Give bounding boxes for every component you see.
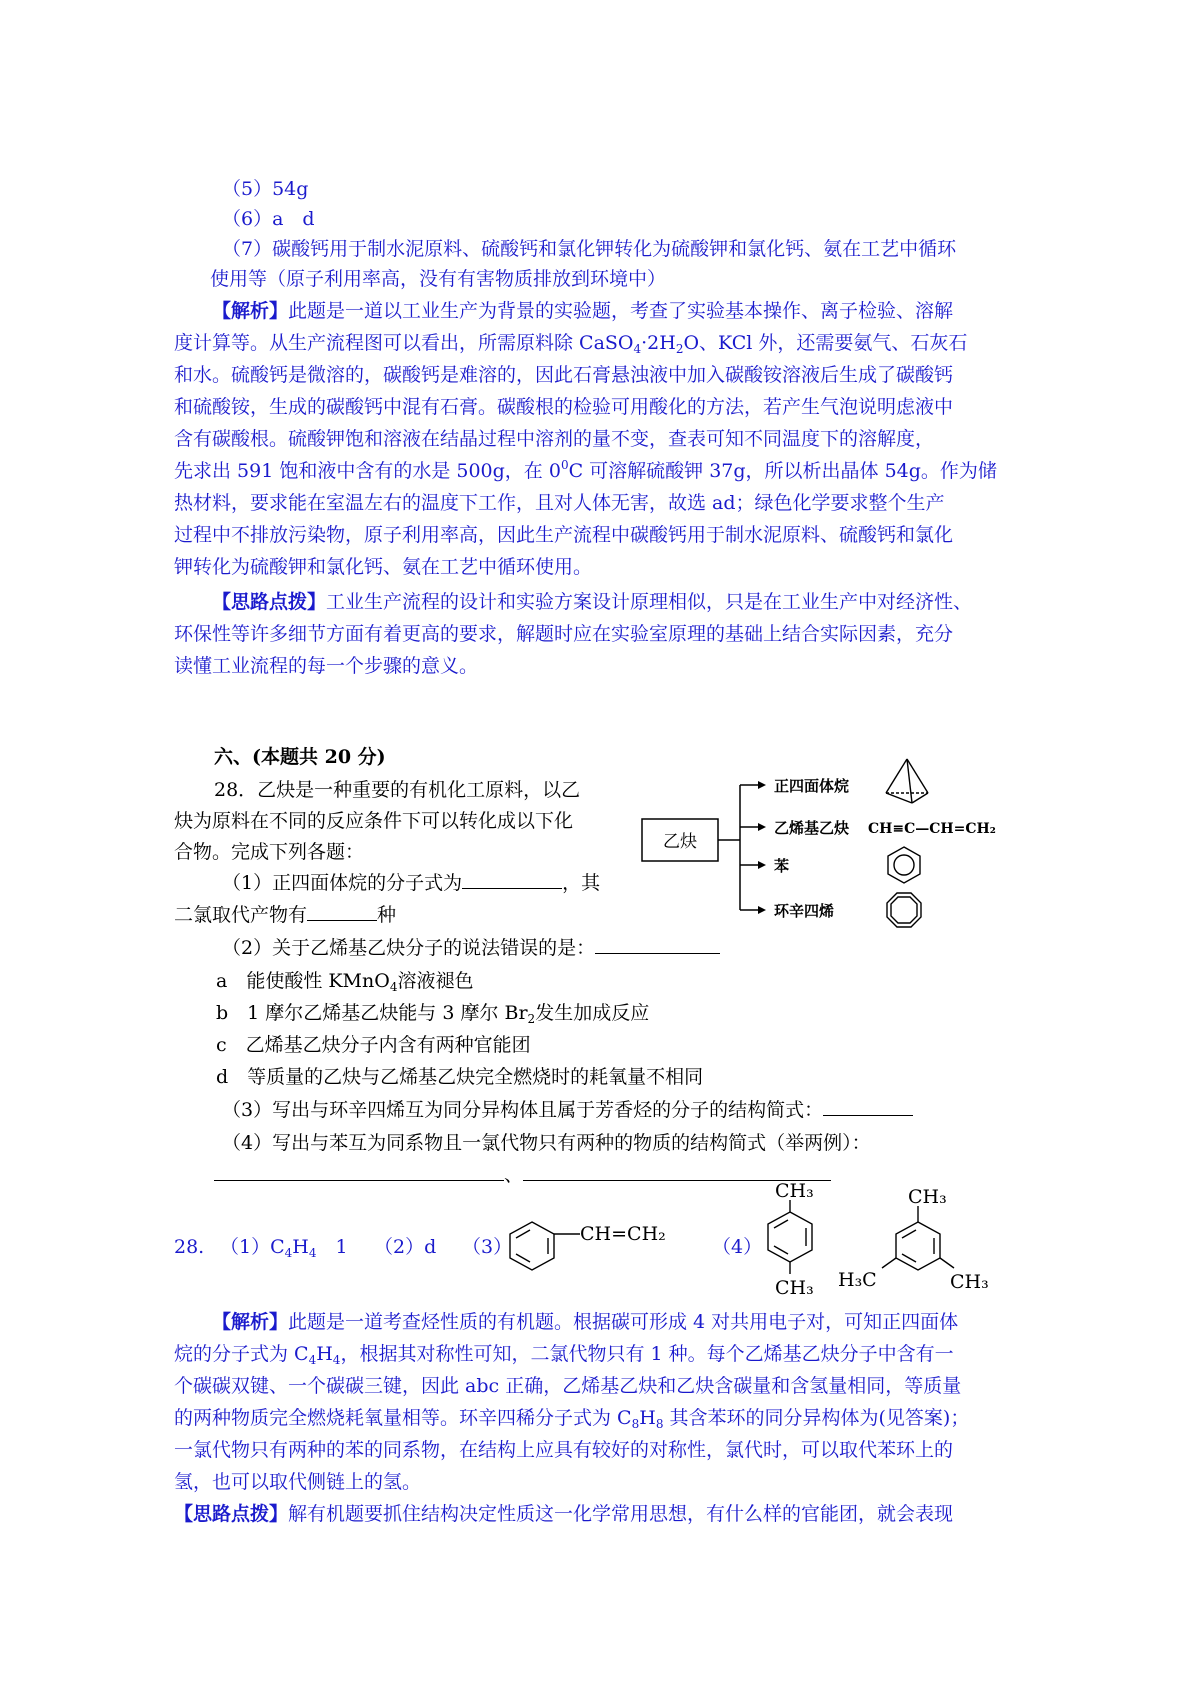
analysis2-line3: 个碳碳双键、一个碳碳三键，因此 abc 正确，乙烯基乙炔和乙炔含碳量和含氢量相同，等质量 <box>174 1375 962 1397</box>
answer-5: （5）54g <box>222 178 309 200</box>
question-2: （2）关于乙烯基乙炔分子的说法错误的是： <box>222 933 720 963</box>
question-3: （3）写出与环辛四烯互为同分异构体且属于芳香烃的分子的结构简式： <box>222 1095 913 1125</box>
product-vinylacetylene: 乙烯基乙炔 <box>774 819 850 837</box>
tetrahedrane-structure <box>886 759 928 803</box>
question-4: （4）写出与苯互为同系物且一氯代物只有两种的物质的结构简式（举两例）： <box>222 1132 871 1154</box>
question-line1: 28．乙炔是一种重要的有机化工原料，以乙 <box>214 779 581 801</box>
question-line3: 合物。完成下列各题： <box>174 841 365 863</box>
analysis1-line9: 钾转化为硫酸钾和氯化钙、氨在工艺中循环使用。 <box>174 556 593 578</box>
answer28-part2: （2）d <box>374 1236 437 1258</box>
analysis2-line6: 氢，也可以取代侧链上的氢。 <box>174 1471 422 1493</box>
acetylene-reaction-diagram <box>640 755 996 955</box>
option-c: c 乙烯基乙炔分子内含有两种官能团 <box>216 1034 531 1056</box>
ch3-top: CH₃ <box>908 1186 947 1208</box>
analysis2-line4: 的两种物质完全燃烧耗氧量相等。环辛四稀分子式为 $C_8H_8$ 其含苯环的同分异构体为(见答案)； <box>174 1407 970 1431</box>
vinylacetylene-formula: CH≡C—CH=CH₂ <box>868 821 996 837</box>
analysis1-line7: 热材料，要求能在室温左右的温度下工作，且对人体无害，故选 ad；绿色化学要求整个生产 <box>174 492 945 514</box>
arrow-3 <box>740 861 766 869</box>
styrene-vinyl-label: CH=CH₂ <box>580 1223 666 1245</box>
p-xylene-structure <box>750 1178 840 1298</box>
analysis1-line6: 先求出 591 饱和液中含有的水是 500g，在 $0^0C$ 可溶解硫酸钾 37g，所以析出晶体 54g。作为储 <box>174 458 997 482</box>
analysis-tag: 【解析】 <box>212 300 289 322</box>
tips1-line1: 【思路点拨】工业生产流程的设计和实验方案设计原理相似，只是在工业生产中对经济性、 <box>212 591 973 613</box>
styrene-structure <box>500 1210 670 1280</box>
answer28-number: 28. <box>174 1236 205 1258</box>
analysis1-line8: 过程中不排放污染物，原子利用率高，因此生产流程中碳酸钙用于制水泥原料、硫酸钙和氯化 <box>174 524 954 546</box>
option-d: d 等质量的乙炔与乙烯基乙炔完全燃烧时的耗氧量不相同 <box>216 1066 704 1088</box>
analysis1-line4: 和硫酸铵，生成的碳酸钙中混有石膏。碳酸根的检验可用酸化的方法，若产生气泡说明虑液中 <box>174 396 954 418</box>
analysis1-line1: 【解析】此题是一道以工业生产为背景的实验题，考查了实验基本操作、离子检验、溶解 <box>212 300 954 322</box>
answer-7-line2: 使用等（原子利用率高，没有有害物质排放到环境中） <box>210 268 667 290</box>
analysis-tag: 【解析】 <box>212 1311 289 1333</box>
arrow-4 <box>740 906 766 914</box>
answer28-part1: $(1)C_4H_4$ 1 <box>220 1236 348 1260</box>
answer28-part3: （3） <box>462 1236 513 1258</box>
ch3-top: CH₃ <box>775 1180 814 1202</box>
tips1-line2: 环保性等许多细节方面有着更高的要求，解题时应在实验室原理的基础上结合实际因素，充分 <box>174 623 954 645</box>
product-cyclooctatetraene: 环辛四烯 <box>774 902 835 920</box>
benzene-structure <box>888 847 920 883</box>
answer-6: （6）a d <box>222 208 315 230</box>
question-1-line1: （1）正四面体烷的分子式为 ，其 <box>222 868 600 898</box>
tips-tag: 【思路点拨】 <box>212 591 327 613</box>
product-benzene: 苯 <box>774 857 790 875</box>
option-a: a 能使酸性 KMnO$_4$溶液褪色 <box>216 970 474 994</box>
tips2-line1: 【思路点拨】解有机题要抓住结构决定性质这一化学常用思想，有什么样的官能团，就会表现 <box>174 1503 954 1525</box>
answer-7-line1: （7）碳酸钙用于制水泥原料、硫酸钙和氯化钾转化为硫酸钾和氯化钙、氨在工艺中循环 <box>222 238 957 260</box>
answer28-part4: （4） <box>712 1236 763 1258</box>
analysis1-line5: 含有碳酸根。硫酸钾饱和溶液在结晶过程中溶剂的量不变，查表可知不同温度下的溶解度， <box>174 428 935 450</box>
arrow-1 <box>740 781 766 789</box>
analysis1-line3: 和水。硫酸钙是微溶的，碳酸钙是难溶的，因此石膏悬浊液中加入碳酸铵溶液后生成了碳酸钙 <box>174 364 954 386</box>
analysis1-line2: 度计算等。从生产流程图可以看出，所需原料除 $CaSO_4\cdot 2H_2O$、KCl 外，还需要氨气、石灰石 <box>174 332 968 356</box>
tips1-line3: 读懂工业流程的每一个步骤的意义。 <box>174 655 479 677</box>
arrow-2 <box>740 823 766 831</box>
analysis2-line1: 【解析】此题是一道考查烃性质的有机题。根据碳可形成 4 对共用电子对，可知正四面体 <box>212 1311 959 1333</box>
mesitylene-structure <box>830 1184 1010 1304</box>
question-1-line2: 二氯取代产物有 种 <box>174 900 396 930</box>
source-label: 乙炔 <box>663 832 697 852</box>
ch3-right: CH₃ <box>950 1271 989 1293</box>
section-heading: 六、(本题共 20 分) <box>214 746 386 768</box>
h3c-left: H₃C <box>838 1269 877 1291</box>
option-b: b 1 摩尔乙烯基乙炔能与 3 摩尔 $Br_2$发生加成反应 <box>216 1002 650 1026</box>
question-line2: 炔为原料在不同的反应条件下可以转化成以下化 <box>174 810 574 832</box>
analysis2-line5: 一氯代物只有两种的苯的同系物，在结构上应具有较好的对称性，氯代时，可以取代苯环上的 <box>174 1439 954 1461</box>
ch3-bottom: CH₃ <box>775 1277 814 1299</box>
analysis2-line2: 烷的分子式为 $C_4H_4$，根据其对称性可知，二氯代物只有 1 种。每个乙烯基乙炔分子中含有一 <box>174 1343 954 1367</box>
tips-tag: 【思路点拨】 <box>174 1503 289 1525</box>
question-4-blanks: 、 <box>214 1160 831 1190</box>
cyclooctatetraene-structure <box>887 893 921 927</box>
product-tetrahedrane: 正四面体烷 <box>774 777 850 795</box>
